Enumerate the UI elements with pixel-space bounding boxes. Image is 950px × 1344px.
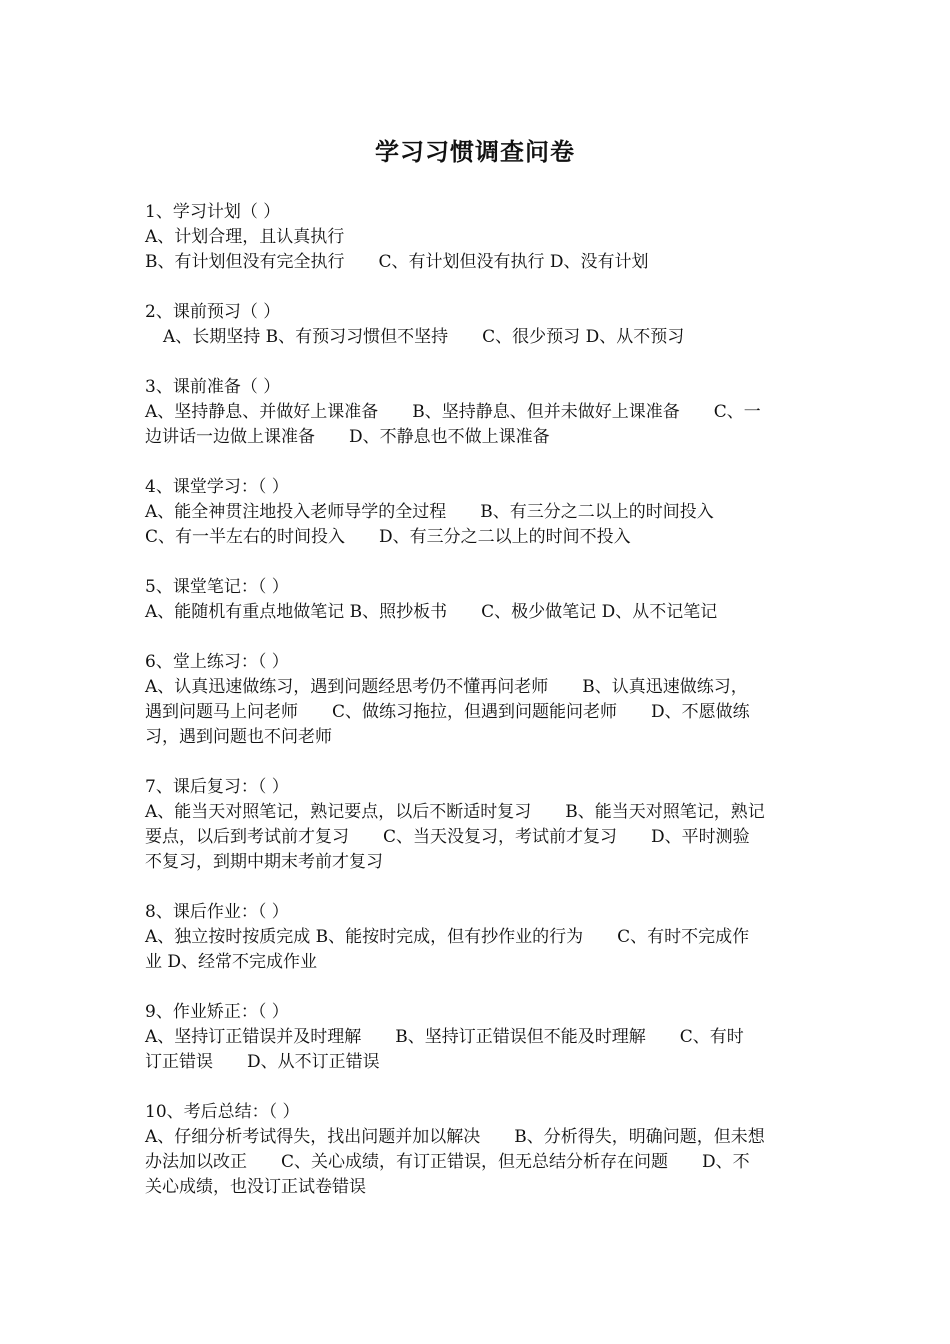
question-7 [145, 775, 807, 875]
option-line: A、坚持静息、并做好上课准备 B、坚持静息、但并未做好上课准备 C、一 [145, 402, 761, 422]
question-1 [145, 200, 807, 275]
page-title: 学习习惯调查问卷 [375, 137, 575, 166]
option-line: 遇到问题马上问老师 C、做练习拖拉，但遇到问题能问老师 D、不愿做练 [145, 702, 750, 722]
questionnaire-body [145, 200, 807, 1225]
question-heading: 7、课后复习：（ ） [145, 777, 289, 797]
option-line: A、坚持订正错误并及时理解 B、坚持订正错误但不能及时理解 C、有时 [145, 1027, 744, 1047]
question-heading: 1、学习计划（ ） [145, 202, 281, 222]
question-heading: 3、课前准备（ ） [145, 377, 281, 397]
question-heading: 2、课前预习（ ） [145, 302, 281, 322]
option-line: 办法加以改正 C、关心成绩，有订正错误，但无总结分析存在问题 D、不 [145, 1152, 750, 1172]
option-line: 边讲话一边做上课准备 D、不静息也不做上课准备 [145, 427, 550, 447]
option-line: A、计划合理，且认真执行 [145, 227, 345, 247]
question-6 [145, 650, 807, 750]
option-line: A、能当天对照笔记，熟记要点，以后不断适时复习 B、能当天对照笔记，熟记 [145, 802, 765, 822]
option-line: 要点，以后到考试前才复习 C、当天没复习，考试前才复习 D、平时测验 [145, 827, 750, 847]
option-line: 订正错误 D、从不订正错误 [145, 1052, 380, 1072]
option-line: 关心成绩，也没订正试卷错误 [145, 1177, 366, 1197]
question-heading: 6、堂上练习：（ ） [145, 652, 289, 672]
option-line: A、能全神贯注地投入老师导学的全过程 B、有三分之二以上的时间投入 [145, 502, 714, 522]
question-3 [145, 375, 807, 450]
question-8 [145, 900, 807, 975]
option-line: 业 D、经常不完成作业 [145, 952, 318, 972]
question-4 [145, 475, 807, 550]
option-line: B、有计划但没有完全执行 C、有计划但没有执行 D、没有计划 [145, 252, 649, 272]
option-line: A、认真迅速做练习，遇到问题经思考仍不懂再问老师 B、认真迅速做练习， [145, 677, 748, 697]
option-line: A、长期坚持 B、有预习习惯但不坚持 C、很少预习 D、从不预习 [163, 327, 685, 347]
question-9 [145, 1000, 807, 1075]
option-line: C、有一半左右的时间投入 D、有三分之二以上的时间不投入 [145, 527, 631, 547]
option-line: 习，遇到问题也不问老师 [145, 727, 332, 747]
question-heading: 4、课堂学习：（ ） [145, 477, 289, 497]
question-2 [145, 300, 807, 350]
question-5 [145, 575, 807, 625]
question-heading: 8、课后作业：（ ） [145, 902, 289, 922]
question-10 [145, 1100, 807, 1200]
option-line: A、能随机有重点地做笔记 B、照抄板书 C、极少做笔记 D、从不记笔记 [145, 602, 718, 622]
question-heading: 9、作业矫正：（ ） [145, 1002, 289, 1022]
option-line: A、独立按时按质完成 B、能按时完成，但有抄作业的行为 C、有时不完成作 [145, 927, 750, 947]
option-line: A、仔细分析考试得失，找出问题并加以解决 B、分析得失，明确问题，但未想 [145, 1127, 765, 1147]
option-line: 不复习，到期中期末考前才复习 [145, 852, 383, 872]
question-heading: 10、考后总结：（ ） [145, 1102, 300, 1122]
question-heading: 5、课堂笔记：（ ） [145, 577, 289, 597]
